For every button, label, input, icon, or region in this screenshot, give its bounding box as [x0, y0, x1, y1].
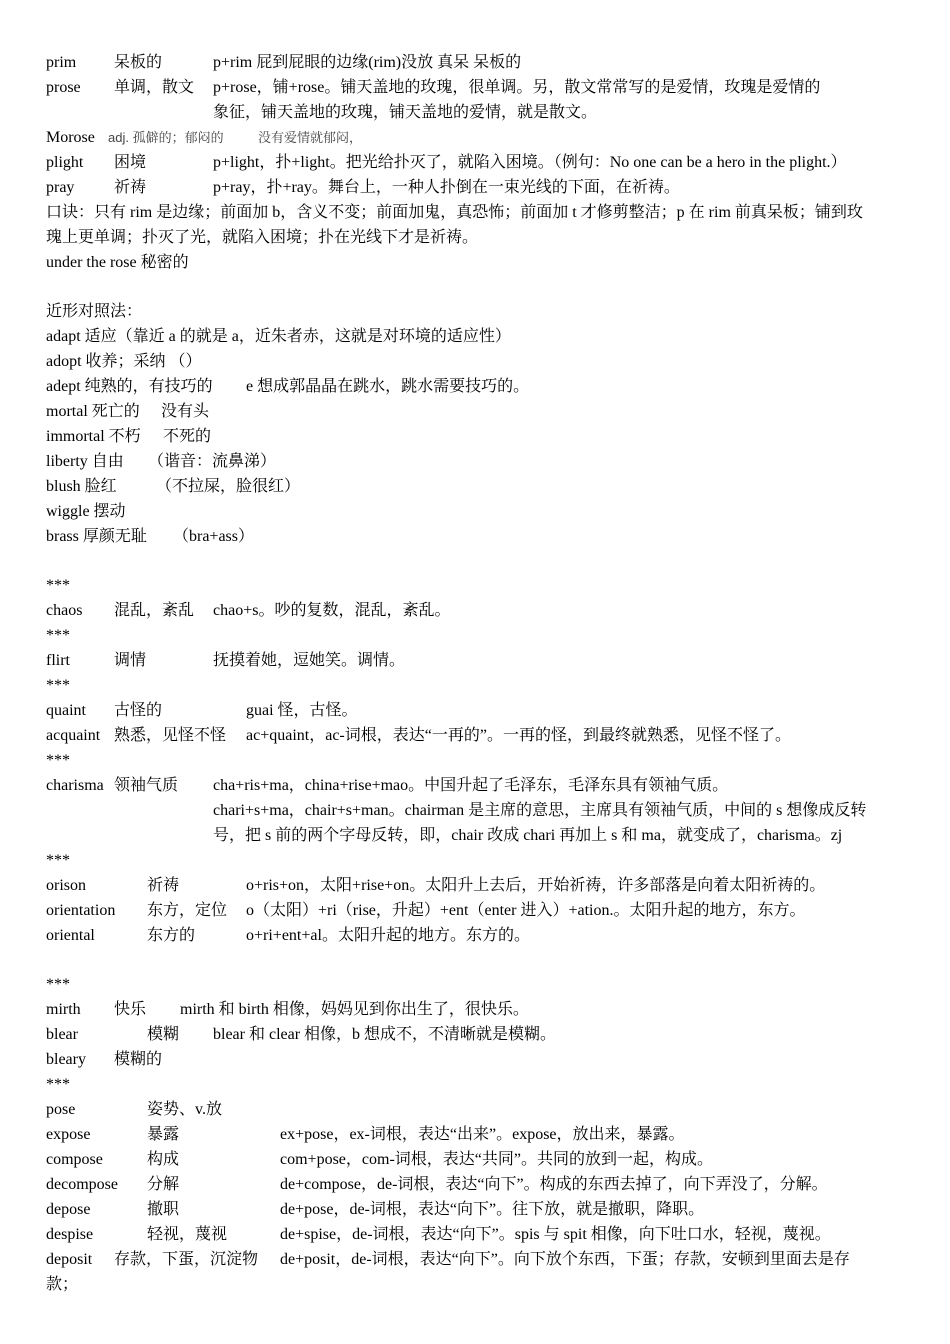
meaning: adj. 孤僻的；郁闷的 — [108, 130, 224, 145]
separator: *** — [46, 627, 70, 644]
note: guai 怪，古怪。 — [246, 702, 358, 719]
word: pose — [46, 1101, 76, 1118]
note: ac+quaint，ac-词根，表达“一再的”。一再的怪，到最终就熟悉，见怪不怪了。 — [246, 727, 791, 744]
word: mirth — [46, 1001, 81, 1018]
word: flirt — [46, 652, 70, 669]
word: decompose — [46, 1176, 118, 1193]
separator: *** — [46, 677, 70, 694]
word: prose — [46, 79, 81, 96]
meaning: 调情 — [114, 652, 147, 669]
note: chao+s。吵的复数，混乱，紊乱。 — [213, 602, 451, 619]
meaning: 轻视，蔑视 — [147, 1226, 228, 1243]
note: 号，把 s 前的两个字母反转，即，chair 改成 chari 再加上 s 和 ma，就变成了，charisma。zj — [213, 827, 843, 844]
meaning: 东方，定位 — [147, 902, 228, 919]
note: de+compose，de-词根，表达“向下”。构成的东西去掉了，向下弄没了，分解。 — [280, 1176, 828, 1193]
note: p+ray，扑+ray。舞台上，一种人扑倒在一束光线的下面，在祈祷。 — [213, 179, 680, 196]
note: o+ri+ent+al。太阳升起的地方。东方的。 — [246, 927, 530, 944]
meaning: 模糊 — [147, 1026, 180, 1043]
meaning: 分解 — [147, 1176, 180, 1193]
meaning: 古怪的 — [114, 702, 163, 719]
word: plight — [46, 154, 84, 171]
separator: *** — [46, 577, 70, 594]
note: o（太阳）+ri（rise，升起）+ent（enter 进入）+ation.。太阳升起的地方，东方。 — [246, 902, 806, 919]
word: blush 脸红 — [46, 478, 117, 495]
meaning: 快乐 — [114, 1001, 147, 1018]
note: de+posit，de-词根，表达“向下”。向下放个东西，下蛋；存款，安顿到里面去是存 — [280, 1251, 850, 1268]
meaning: 混乱，紊乱 — [114, 602, 195, 619]
note: blear 和 clear 相像，b 想成不，不清晰就是模糊。 — [213, 1026, 557, 1043]
note: （bra+ass） — [173, 528, 255, 545]
note: p+rim 屁到屁眼的边缘(rim)没放 真呆 呆板的 — [213, 54, 522, 71]
word: orison — [46, 877, 86, 894]
word: brass 厚颜无耻 — [46, 528, 147, 545]
note: 没有头 — [161, 403, 210, 420]
word: charisma — [46, 777, 104, 794]
meaning: 呆板的 — [114, 54, 163, 71]
separator: *** — [46, 852, 70, 869]
note: com+pose，com-词根，表达“共同”。共同的放到一起，构成。 — [280, 1151, 713, 1168]
word: despise — [46, 1226, 94, 1243]
separator: *** — [46, 1076, 70, 1093]
mnemonic-line-2: 瑰上更单调；扑灭了光，就陷入困境；扑在光线下才是祈祷。 — [46, 229, 479, 246]
meaning: 领袖气质 — [114, 777, 179, 794]
meaning: 模糊的 — [114, 1051, 163, 1068]
note: p+rose，铺+rose。铺天盖地的玫瑰，很单调。另，散文常常写的是爱情，玫瑰是爱情的 — [213, 79, 821, 96]
word: quaint — [46, 702, 86, 719]
note: （不拉屎，脸很红） — [156, 478, 301, 495]
meaning: 东方的 — [147, 927, 196, 944]
note: de+pose，de-词根，表达“向下”。往下放，就是撤职，降职。 — [280, 1201, 705, 1218]
word: bleary — [46, 1051, 86, 1068]
note: o+ris+on，太阳+rise+on。太阳升上去后，开始祈祷，许多部落是向着太阳祈祷的。 — [246, 877, 826, 894]
separator: *** — [46, 752, 70, 769]
note: cha+ris+ma，china+rise+mao。中国升起了毛泽东，毛泽东具有领袖气质。 — [213, 777, 729, 794]
note: 没有爱情就郁闷， — [258, 130, 363, 145]
note: 象征，铺天盖地的玫瑰，铺天盖地的爱情，就是散文。 — [213, 104, 598, 121]
meaning: 祈祷 — [114, 179, 147, 196]
entry-adopt: adopt 收养；采纳 （） — [46, 353, 202, 370]
word: liberty 自由 — [46, 453, 124, 470]
word: prim — [46, 54, 77, 71]
note: de+spise，de-词根，表达“向下”。spis 与 spit 相像，向下吐口水，轻视，蔑视。 — [280, 1226, 831, 1243]
word: mortal 死亡的 — [46, 403, 140, 420]
note: p+light，扑+light。把光给扑灭了，就陷入困境。（例句：No one can be a hero in the plight.） — [213, 154, 847, 171]
meaning: 构成 — [147, 1151, 180, 1168]
meaning: 祈祷 — [147, 877, 180, 894]
word: pray — [46, 179, 75, 196]
meaning: 存款，下蛋，沉淀物 — [114, 1251, 259, 1268]
word: adept 纯熟的，有技巧的 — [46, 378, 213, 395]
word: acquaint — [46, 727, 101, 744]
section-title: 近形对照法： — [46, 303, 143, 320]
meaning: 熟悉，见怪不怪 — [114, 727, 227, 744]
meaning: 姿势、v.放 — [147, 1101, 222, 1118]
word: compose — [46, 1151, 103, 1168]
note: ex+pose，ex-词根，表达“出来”。expose，放出来，暴露。 — [280, 1126, 685, 1143]
note: e 想成郭晶晶在跳水，跳水需要技巧的。 — [246, 378, 530, 395]
meaning: 暴露 — [147, 1126, 180, 1143]
note: 抚摸着她，逗她笑。调情。 — [213, 652, 406, 669]
word: oriental — [46, 927, 95, 944]
word: blear — [46, 1026, 78, 1043]
entry-wiggle: wiggle 摆动 — [46, 503, 126, 520]
word: orientation — [46, 902, 116, 919]
word: chaos — [46, 602, 83, 619]
word: deposit — [46, 1251, 93, 1268]
entry-deposit-cont: 款； — [46, 1276, 79, 1293]
word: Morose — [46, 129, 95, 146]
separator: *** — [46, 976, 70, 993]
note: （谐音：流鼻涕） — [148, 453, 277, 470]
meaning: 单调，散文 — [114, 79, 195, 96]
meaning: 撤职 — [147, 1201, 180, 1218]
note: 不死的 — [163, 428, 212, 445]
note: mirth 和 birth 相像，妈妈见到你出生了，很快乐。 — [180, 1001, 529, 1018]
entry-adapt: adapt 适应（靠近 a 的就是 a，近朱者赤，这就是对环境的适应性） — [46, 328, 511, 345]
mnemonic-line-1: 口诀：只有 rim 是边缘；前面加 b，含义不变；前面加鬼，真恐怖；前面加 t 才修剪整洁；p 在 rim 前真呆板；铺到玫 — [46, 204, 863, 221]
meaning: 困境 — [114, 154, 147, 171]
word: expose — [46, 1126, 91, 1143]
note: chari+s+ma，chair+s+man。chairman 是主席的意思，主席具有领袖气质，中间的 s 想像成反转 — [213, 802, 867, 819]
entry-under-the-rose: under the rose 秘密的 — [46, 254, 189, 271]
word: immortal 不朽 — [46, 428, 141, 445]
word: depose — [46, 1201, 91, 1218]
